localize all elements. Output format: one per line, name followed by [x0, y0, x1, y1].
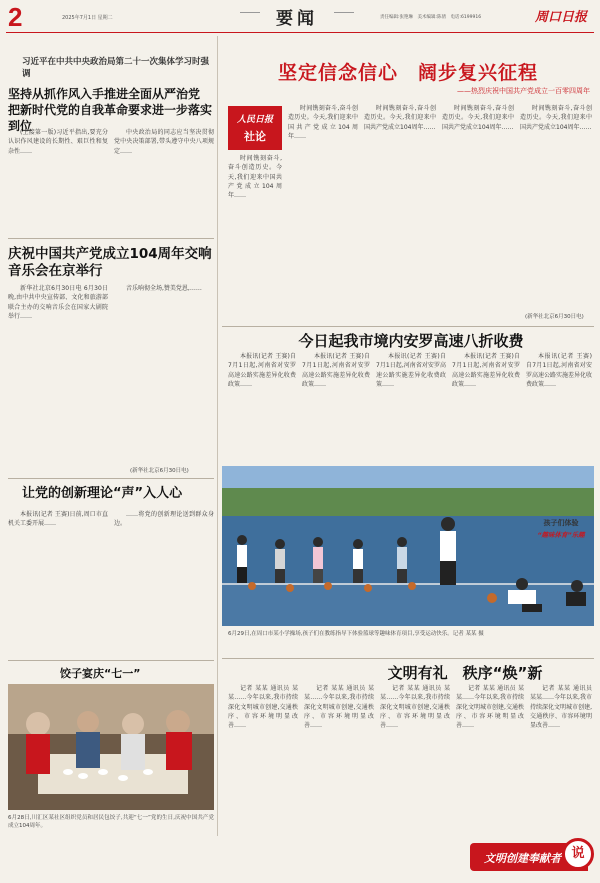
- article-headline: 饺子宴庆“七一”: [60, 667, 141, 680]
- issue-date: 2025年7月1日 星期二: [62, 15, 113, 21]
- divider: [222, 658, 594, 659]
- source-note: (新华社北京6月30日电): [130, 468, 189, 474]
- editorial-badge: [228, 106, 282, 150]
- divider: [222, 326, 594, 327]
- article-body: 记者 某某 通讯员 某某……今年以来,我市持续深化文明城市创建,交通秩序、市容环境明显改善……: [380, 685, 450, 730]
- dumpling-photo-art: [8, 684, 214, 810]
- article-body: (上接第一版)习近平指出,要充分认识作风建设的长期性、艰巨性和复杂性……: [8, 129, 108, 155]
- article-headline: 坚持从抓作风入手推进全面从严治党 把新时代党的自我革命要求进一步落实到位: [8, 87, 213, 133]
- column-banner-text: 文明创建奉献者: [484, 852, 561, 865]
- article-headline: 庆祝中国共产党成立104周年交响音乐会在京举行: [8, 246, 212, 279]
- top-rule: [6, 32, 594, 33]
- photo-badge-title: 孩子们体验: [543, 519, 579, 527]
- divider: [8, 478, 214, 479]
- article-subtitle: 习近平在中共中央政治局第二十一次集体学习时强调: [22, 57, 210, 79]
- article-headline: 文明有礼 秩序“焕”新: [387, 664, 543, 682]
- feature-body: 时间镌刻奋斗,奋斗创造历史。今天,我们迎来中国共产党成立104周年……: [442, 105, 514, 131]
- photo-caption: 6月28日,川汇区某社区组织党员和居民包饺子,共迎“七一”党的生日,庆祝中国共产党成立104周年。: [8, 815, 214, 829]
- article-body: 记者 某某 通讯员 某某……今年以来,我市持续深化文明城市创建,交通秩序、市容环境明显改善……: [456, 685, 524, 730]
- article-body: 本报讯(记者 王赛)自7月1日起,河南省对安罗高速公路实施差异化收费政策……: [526, 353, 592, 388]
- badge-title: 人民日报: [236, 115, 273, 125]
- column-divider: [217, 36, 218, 836]
- page-number: 2: [8, 2, 23, 32]
- feature-body: 时间镌刻奋斗,奋斗创造历史。今天,我们迎来中国共产党成立104周年……: [228, 155, 282, 200]
- article-body: 记者 某某 通讯员 某某……今年以来,我市持续深化文明城市创建,交通秩序、市容环境明显改善……: [304, 685, 374, 730]
- feature-body: 时间镌刻奋斗,奋斗创造历史。今天,我们迎来中国共产党成立104周年……: [288, 105, 358, 140]
- dumpling-photo: [8, 684, 214, 810]
- article-body: 本报讯(记者 王赛)自7月1日起,河南省对安罗高速公路实施差异化收费政策……: [452, 353, 520, 388]
- photo-badge-subtitle: “趣味体育”乐趣: [537, 531, 585, 539]
- article-body: ……将党的创新理论送到群众身边。: [114, 511, 214, 528]
- feature-subtitle: ——热烈庆祝中国共产党成立一百零四周年: [457, 87, 590, 95]
- article-body: 记者 某某 通讯员 某某……今年以来,我市持续深化文明城市创建,交通秩序、市容环境明显改善……: [228, 685, 298, 730]
- article-body: 本报讯(记者 王赛)日前,周口市直机关工委开展……: [8, 511, 108, 528]
- divider: [8, 238, 214, 239]
- newspaper-logo: 周口日报: [535, 10, 588, 25]
- article-body: 本报讯(记者 王赛)自7月1日起,河南省对安罗高速公路实施差异化收费政策……: [302, 353, 370, 388]
- section-title: 要闻: [264, 4, 330, 29]
- article-body: 记者 某某 通讯员 某某……今年以来,我市持续深化文明城市创建,交通秩序、市容环境明显改善……: [530, 685, 592, 730]
- article-body: 新华社北京6月30日电 6月30日晚,由中共中央宣传部、文化和旅游部联合主办的交响音乐会在国家大剧院举行……: [8, 285, 108, 320]
- article-headline: 让党的创新理论“声”入人心: [22, 486, 183, 501]
- sports-photo-art: [222, 466, 594, 626]
- feature-body: 时间镌刻奋斗,奋斗创造历史。今天,我们迎来中国共产党成立104周年……: [364, 105, 436, 131]
- article-body: 本报讯(记者 王赛)自7月1日起,河南省对安罗高速公路实施差异化收费政策……: [376, 353, 446, 388]
- feature-body: 时间镌刻奋斗,奋斗创造历史。今天,我们迎来中国共产党成立104周年……: [520, 105, 592, 131]
- article-body: 本报讯(记者 王赛)自7月1日起,河南省对安罗高速公路实施差异化收费政策……: [228, 353, 296, 388]
- article-headline: 今日起我市境内安罗高速八折收费: [298, 332, 524, 350]
- divider: [8, 660, 214, 661]
- source-note: (新华社北京6月30日电): [525, 314, 584, 320]
- article-body: 中央政治局的同志应当坚决贯彻党中央决策部署,带头遵守中央八项规定……: [114, 129, 214, 155]
- photo-badge: [530, 518, 592, 539]
- badge-subtitle: 社论: [244, 130, 266, 143]
- sports-photo: [222, 466, 594, 626]
- feature-headline: 坚定信念信心 阔步复兴征程: [277, 62, 538, 84]
- photo-caption: 6月29日,在周口市某小学操场,孩子们在教练指导下体验篮球等趣味体育项目,享受运动快乐。记者 某某 摄: [228, 631, 484, 637]
- editors-line: 责任编辑:张艳琳 美术编辑:陈倩 电话:6199916: [380, 15, 482, 20]
- article-body: 音乐响彻全场,赞美党恩,……: [126, 285, 202, 292]
- column-badge-circle: 说: [562, 838, 594, 870]
